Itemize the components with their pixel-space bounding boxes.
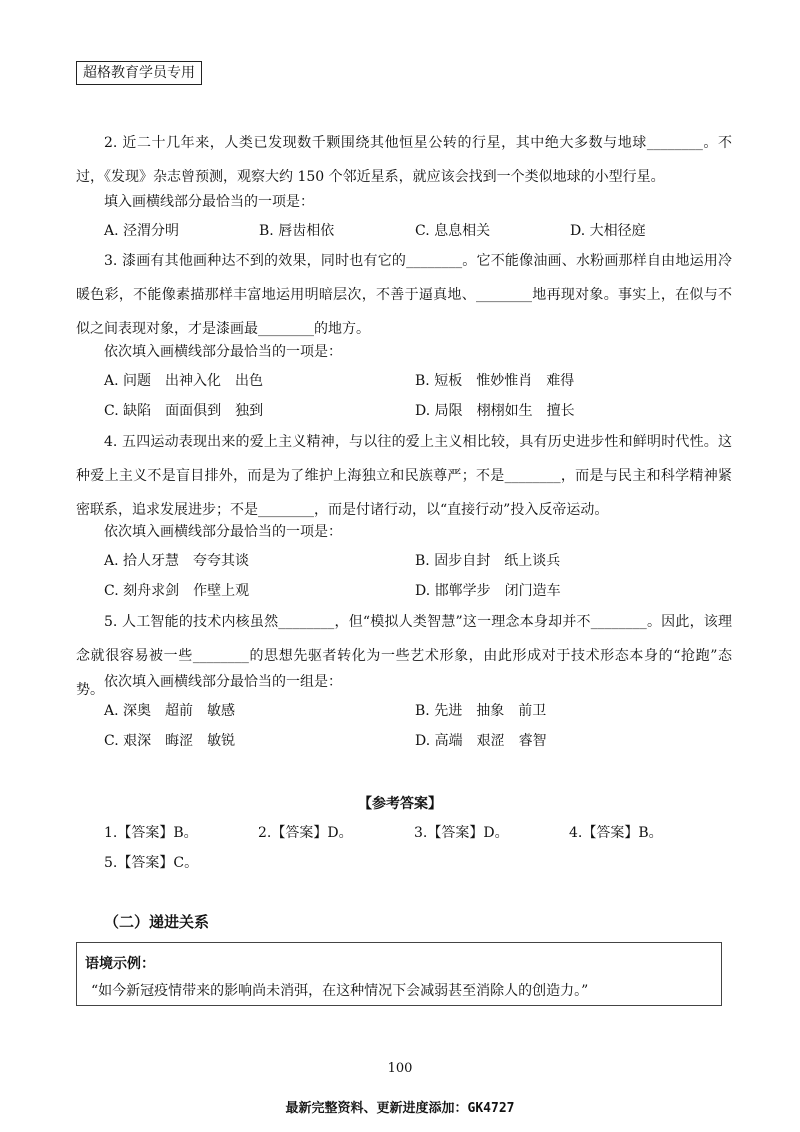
option-b: B. 固步自封 纸上谈兵 — [415, 553, 561, 569]
page-number: 100 — [387, 1061, 413, 1076]
question-3-stem: 3. 漆画有其他画种达不到的效果，同时也有它的________。它不能像油画、水粉画那样自由地运用冷暖色彩，不能像素描那样丰富地运用明暗层次，不善于逼真地、________地再现对象。事实上，在似与不似之间表现对象，才是漆画最________的地方。 — [76, 253, 732, 337]
question-5-stem: 5. 人工智能的技术内核虽然________，但“模拟人类智慧”这一理念本身却并不________。因此，该理念就很容易被一些________的思想先驱者转化为一些艺术形象，由此形成对于技术形态本身的“抢跑”态势。 — [76, 614, 732, 698]
answer-5: 5.【答案】C。 — [104, 855, 199, 871]
option-a: A. 拾人牙慧 夸夸其谈 — [104, 553, 250, 569]
footer-note: 最新完整资料、更新进度添加：GK4727 — [285, 1101, 515, 1116]
answer-2: 2.【答案】D。 — [258, 825, 353, 841]
option-a: A. 问题 出神入化 出色 — [104, 373, 264, 389]
option-a: A. 泾渭分明 — [104, 223, 180, 239]
example-box — [76, 942, 722, 1006]
option-d: D. 高端 艰涩 睿智 — [415, 733, 547, 749]
question-3-options-row2 — [104, 401, 734, 421]
header-label: 超格教育学员专用 — [76, 61, 202, 85]
question-4-options-row2 — [104, 581, 734, 601]
question-2-prompt: 填入画横线部分最恰当的一项是： — [104, 194, 314, 210]
answers-title: 【参考答案】 — [358, 796, 442, 812]
question-3-options-row1 — [104, 371, 734, 391]
example-label: 语境示例： — [85, 956, 155, 972]
option-b: B. 先进 抽象 前卫 — [415, 703, 547, 719]
question-4-stem: 4. 五四运动表现出来的爱上主义精神，与以往的爱上主义相比较，具有历史进步性和鲜明时代性。这种爱上主义不是盲目排外，而是为了维护上海独立和民族尊严；不是________，而是与民主和科学精神紧密联系，追求发展进步；不是________，而是付诸行动，以“直接行动”投入反帝运动。 — [76, 434, 732, 518]
question-2-stem: 2. 近二十几年来，人类已发现数千颗围绕其他恒星公转的行星，其中绝大多数与地球________。不过，《发现》杂志曾预测，观察大约 150 个邻近星系，就应该会找到一个类似地球的小型行星。 — [76, 135, 732, 185]
answer-4: 4.【答案】B。 — [569, 825, 663, 841]
example-text: “如今新冠疫情带来的影响尚未消弭，在这种情况下会减弱甚至消除人的创造力。” — [91, 983, 589, 999]
question-2-options — [104, 221, 734, 241]
option-c: C. 息息相关 — [415, 223, 491, 239]
option-c: C. 刻舟求剑 作壁上观 — [104, 583, 250, 599]
option-d: D. 大相径庭 — [570, 223, 646, 239]
question-5-options-row1 — [104, 701, 734, 721]
option-d: D. 局限 栩栩如生 擅长 — [415, 403, 575, 419]
question-3-prompt: 依次填入画横线部分最恰当的一项是： — [104, 344, 342, 360]
question-5-prompt: 依次填入画横线部分最恰当的一组是： — [104, 674, 342, 690]
option-c: C. 缺陷 面面俱到 独到 — [104, 403, 264, 419]
option-d: D. 邯郸学步 闭门造车 — [415, 583, 561, 599]
answer-1: 1.【答案】B。 — [104, 825, 198, 841]
option-a: A. 深奥 超前 敏感 — [104, 703, 236, 719]
question-5-options-row2 — [104, 731, 734, 751]
question-4-prompt: 依次填入画横线部分最恰当的一项是： — [104, 524, 342, 540]
section-heading: （二）递进关系 — [104, 913, 210, 931]
question-4-options-row1 — [104, 551, 734, 571]
answer-3: 3.【答案】D。 — [414, 825, 509, 841]
option-c: C. 艰深 晦涩 敏锐 — [104, 733, 236, 749]
option-b: B. 唇齿相依 — [259, 223, 335, 239]
option-b: B. 短板 惟妙惟肖 难得 — [415, 373, 575, 389]
